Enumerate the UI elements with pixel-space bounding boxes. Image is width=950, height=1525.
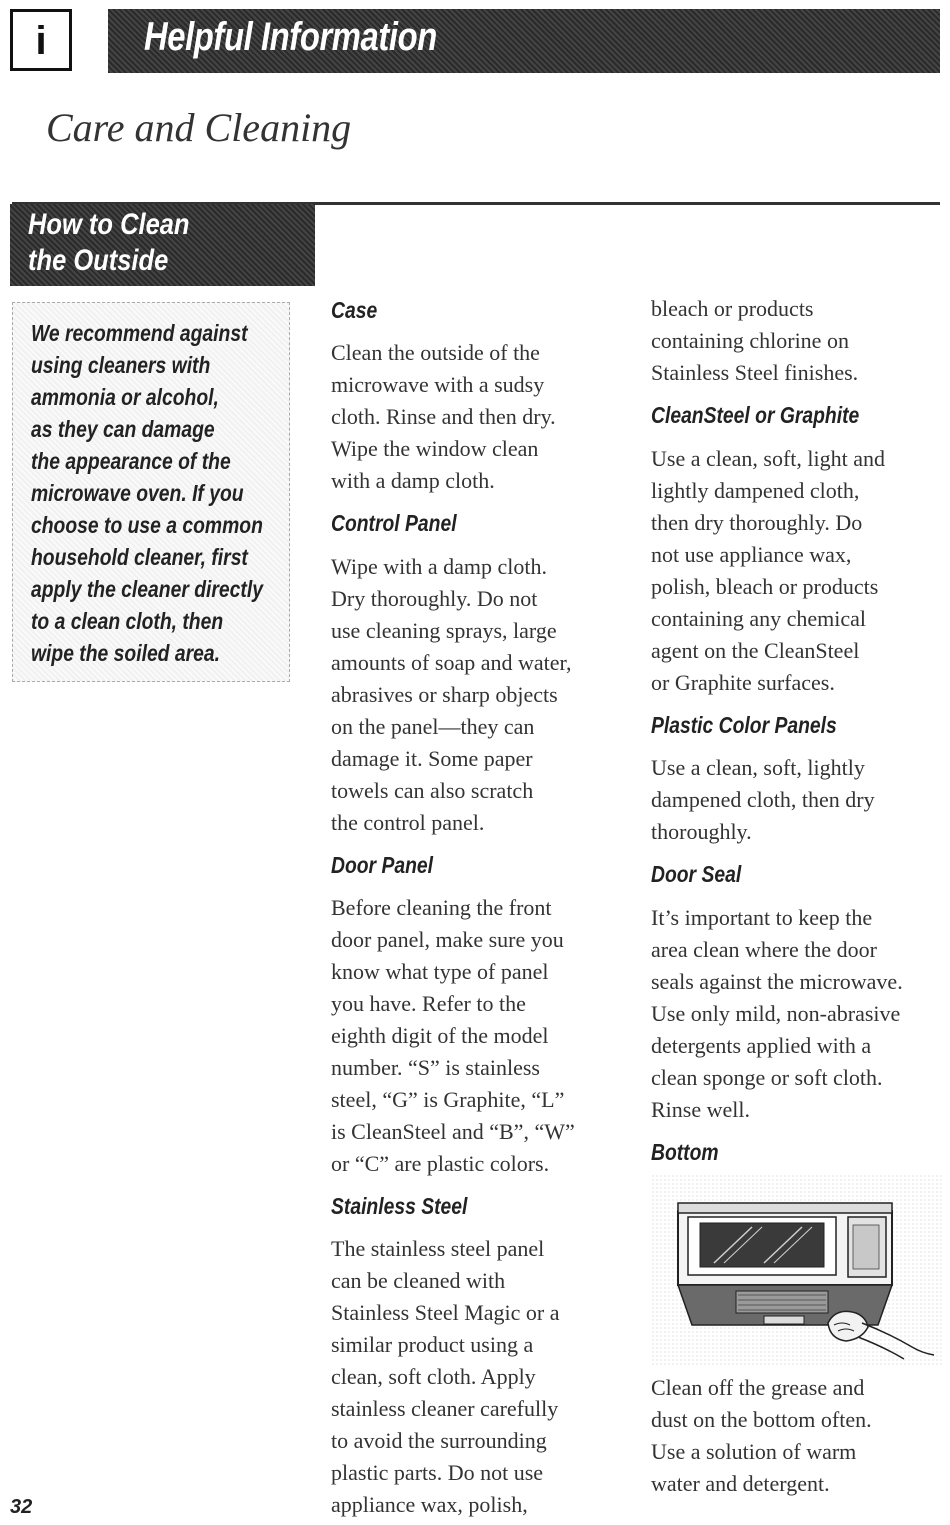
control-panel-line: towels can also scratch [331,778,534,803]
bottom-line: water and detergent. [651,1471,830,1496]
tip-line: apply the cleaner directly [31,576,263,602]
header-banner [108,9,940,73]
control-panel-line: damage it. Some paper [331,746,533,771]
page-number: 32 [10,1496,33,1518]
heading-control-panel: Control Panel [331,510,457,536]
section-title-line-2: the Outside [28,244,169,277]
stainless-line: to avoid the surrounding [331,1428,547,1453]
stainless-line: similar product using a [331,1332,534,1357]
case-line: Clean the outside of the [331,340,540,365]
tip-line: ammonia or alcohol, [31,384,219,410]
bottom-line: Use a solution of warm [651,1439,857,1464]
section-title-line-1: How to Clean [28,208,190,241]
door-panel-line: or “C” are plastic colors. [331,1151,550,1176]
case-line: Wipe the window clean [331,436,539,461]
tip-line: We recommend against [31,320,248,346]
stainless-line: stainless cleaner carefully [331,1396,559,1421]
bottom-line: Clean off the grease and [651,1375,865,1400]
door-seal-line: It’s important to keep the [651,905,873,930]
control-panel-line: use cleaning sprays, large [331,618,557,643]
cleansteel-line: containing any chemical [651,606,867,631]
plastic-line: Use a clean, soft, lightly [651,755,865,780]
page-subtitle: Care and Cleaning [46,105,352,150]
stainless-continued-line: Stainless Steel finishes. [651,360,859,385]
control-panel-line: amounts of soap and water, [331,650,572,675]
door-panel-line: eighth digit of the model [331,1023,549,1048]
tip-line: using cleaners with [31,352,211,378]
tip-line: as they can damage [31,416,215,442]
door-panel-line: number. “S” is stainless [331,1055,540,1080]
microwave-bottom-illustration [652,1175,942,1365]
cleansteel-line: polish, bleach or products [651,574,879,599]
door-panel-line: is CleanSteel and “B”, “W” [331,1119,575,1144]
control-panel-line: on the panel—they can [331,714,535,739]
bottom-line: dust on the bottom often. [651,1407,872,1432]
stainless-line: clean, soft cloth. Apply [331,1364,536,1389]
plastic-line: thoroughly. [651,819,752,844]
door-panel-line: know what type of panel [331,959,549,984]
cleansteel-line: not use appliance wax, [651,542,852,567]
stainless-line: can be cleaned with [331,1268,506,1293]
door-panel-line: you have. Refer to the [331,991,526,1016]
door-seal-line: detergents applied with a [651,1033,872,1058]
stainless-continued-line: bleach or products [651,296,814,321]
heading-door-seal: Door Seal [651,861,742,887]
door-panel-line: Before cleaning the front [331,895,552,920]
control-panel-line: the control panel. [331,810,485,835]
stainless-line: appliance wax, polish, [331,1492,528,1517]
door-seal-line: area clean where the door [651,937,877,962]
control-panel-line: abrasives or sharp objects [331,682,558,707]
heading-door-panel: Door Panel [331,852,433,878]
cleansteel-line: lightly dampened cloth, [651,478,860,503]
header-title: Helpful Information [144,15,437,59]
cleansteel-line: Use a clean, soft, light and [651,446,885,471]
stainless-line: plastic parts. Do not use [331,1460,544,1485]
door-seal-line: Use only mild, non-abrasive [651,1001,901,1026]
info-icon-glyph: i [35,19,47,63]
control-panel-line: Dry thoroughly. Do not [331,586,538,611]
heading-cleansteel: CleanSteel or Graphite [651,402,860,428]
section-title-box [10,204,315,286]
control-panel-line: Wipe with a damp cloth. [331,554,548,579]
plastic-line: dampened cloth, then dry [651,787,875,812]
cleansteel-line: or Graphite surfaces. [651,670,835,695]
door-panel-line: steel, “G” is Graphite, “L” [331,1087,565,1112]
door-seal-line: Rinse well. [651,1097,750,1122]
case-line: with a damp cloth. [331,468,495,493]
stainless-continued-line: containing chlorine on [651,328,849,353]
tip-line: wipe the soiled area. [31,640,220,666]
heading-stainless-steel: Stainless Steel [331,1193,468,1219]
door-panel-line: door panel, make sure you [331,927,564,952]
stainless-line: The stainless steel panel [331,1236,545,1261]
tip-line: to a clean cloth, then [31,608,224,634]
case-line: microwave with a sudsy [331,372,545,397]
heading-case: Case [331,297,378,323]
tip-line: household cleaner, first [31,544,248,570]
cleansteel-line: then dry thoroughly. Do [651,510,863,535]
case-line: cloth. Rinse and then dry. [331,404,556,429]
stainless-line: Stainless Steel Magic or a [331,1300,560,1325]
heading-plastic-color-panels: Plastic Color Panels [651,712,837,738]
warning-tip-box [12,302,290,682]
door-seal-line: clean sponge or soft cloth. [651,1065,883,1090]
tip-line: the appearance of the [31,448,231,474]
info-icon [10,9,72,71]
cleansteel-line: agent on the CleanSteel [651,638,860,663]
tip-line: microwave oven. If you [31,480,244,506]
tip-line: choose to use a common [31,512,263,538]
heading-bottom: Bottom [651,1139,719,1165]
door-seal-line: seals against the microwave. [651,969,903,994]
